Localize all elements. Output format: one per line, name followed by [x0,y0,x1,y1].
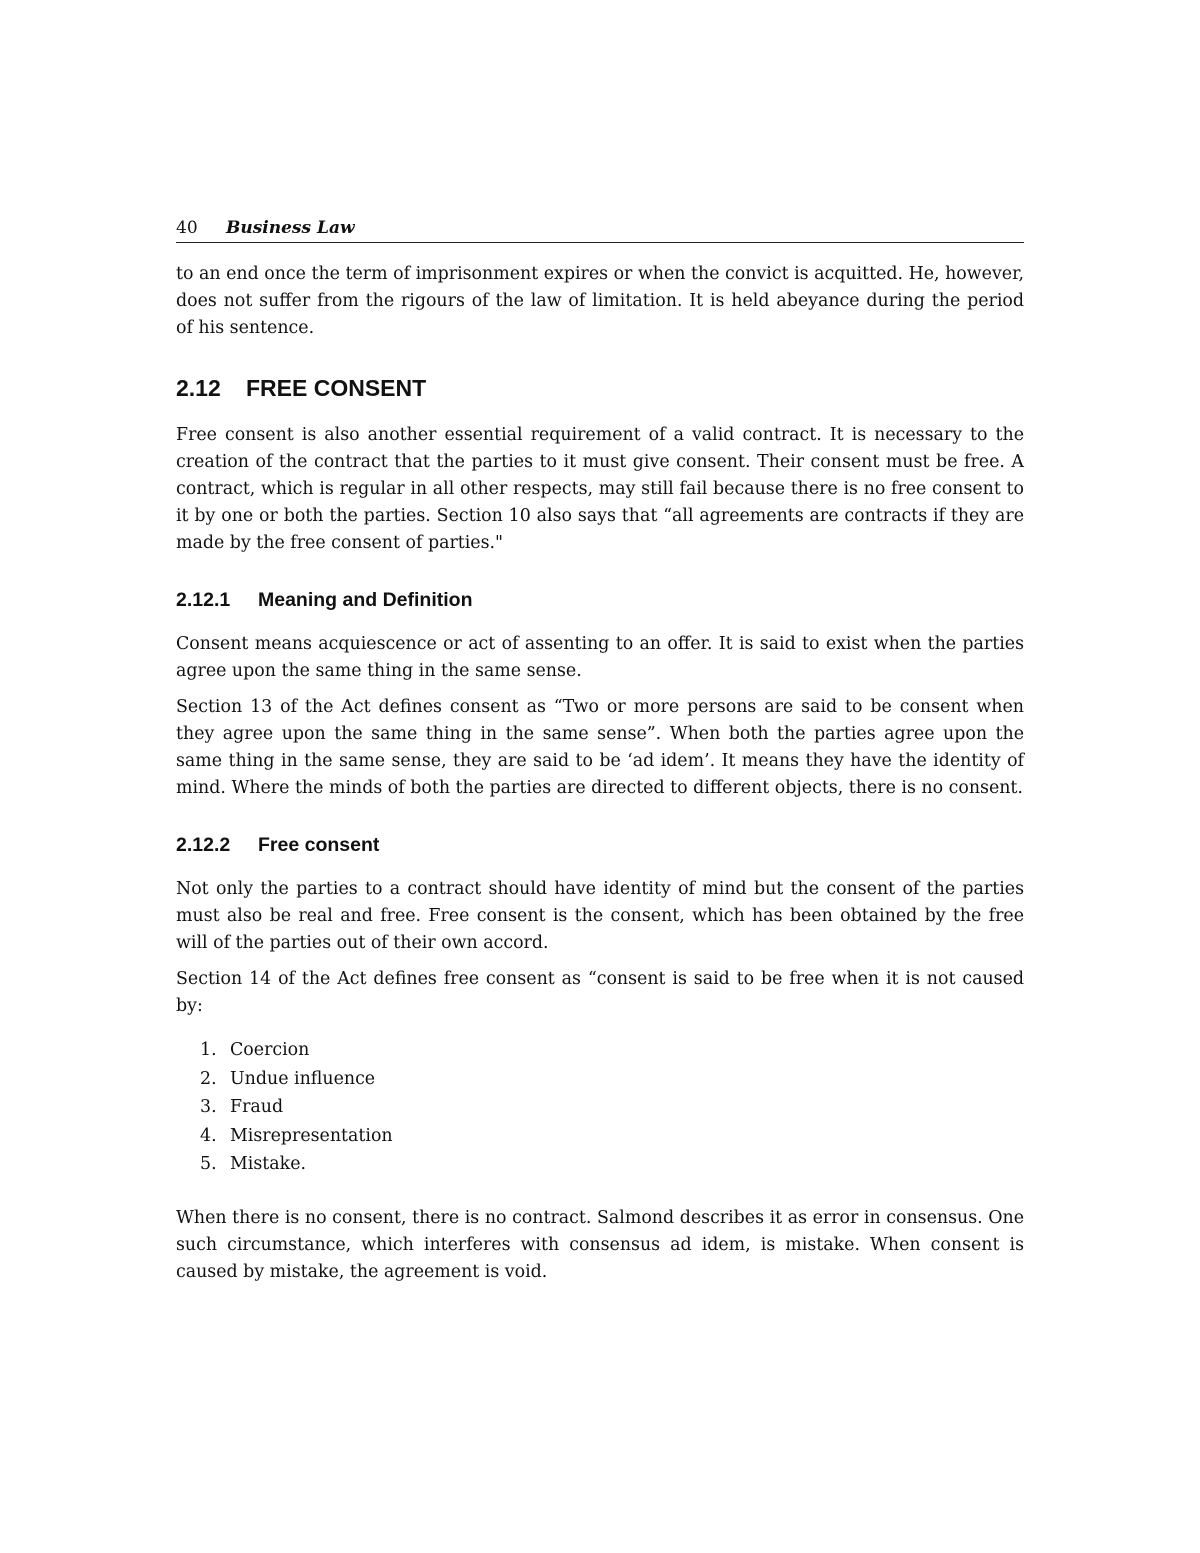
list-item: 2. Undue influence [200,1068,376,1089]
meaning-paragraph-2: Section 13 of the Act defines consent as “Two or more persons are said to be consent when they agree upon the same thing in the same sense”. When both the parties agree upon the same thing in the same sense, they are said to be ‘ad idem’. It means they have the identity of mind. Where the minds of both the parties are directed to different objects, there is no consent. [176,697,1024,798]
causes-list [176,1036,1024,1179]
subsection-heading-free-consent [176,834,1024,857]
intro-paragraph: to an end once the term of imprisonment expires or when the convict is acquitted. He, however, does not suffer from the rigours of the law of limitation. It is held abeyance during the period of his sentence. [176,264,1024,338]
subsection-heading-meaning [176,589,1024,612]
list-item: 1. Coercion [200,1040,310,1060]
meaning-paragraph-1: Consent means acquiescence or act of assenting to an offer. It is said to exist when the parties agree upon the same thing in the same sense. [176,634,1024,681]
book-title: Business Law [226,218,355,238]
list-item: 3. Fraud [200,1097,284,1117]
subsection-number: 2.12.2 [176,834,231,856]
list-item: 4. Misrepresentation [200,1125,393,1146]
subsection-title: Meaning and Definition [258,589,473,611]
section-paragraph: Free consent is also another essential requirement of a valid contract. It is necessary to the creation of the contract that the parties to it must give consent. Their consent must be free. A contract, which is regular in all other respects, may still fail because there is no free consent to it by one or both the parties. Section 10 also says that “all agreements are contracts if they are made by the free consent of parties." [176,425,1024,553]
free-consent-paragraph-1: Not only the parties to a contract should have identity of mind but the consent of the parties must also be real and free. Free consent is the consent, which has been obtained by the free will of the parties out of their own accord. [176,879,1024,953]
free-consent-paragraph-2: Section 14 of the Act defines free consent as “consent is said to be free when it is not caused by: [176,969,1024,1016]
subsection-title: Free consent [258,834,380,856]
running-header [176,218,1024,243]
section-heading [176,375,1024,402]
section-title: FREE CONSENT [246,375,427,401]
free-consent-paragraph-3: When there is no consent, there is no contract. Salmond describes it as error in consensus. One such circumstance, which interferes with consensus ad idem, is mistake. When consent is caused by mistake, the agreement is void. [176,1207,1024,1282]
section-number: 2.12 [176,375,221,401]
subsection-number: 2.12.1 [176,589,231,611]
page-number: 40 [176,218,198,238]
list-item: 5. Mistake. [200,1154,307,1174]
page [176,218,1024,1286]
